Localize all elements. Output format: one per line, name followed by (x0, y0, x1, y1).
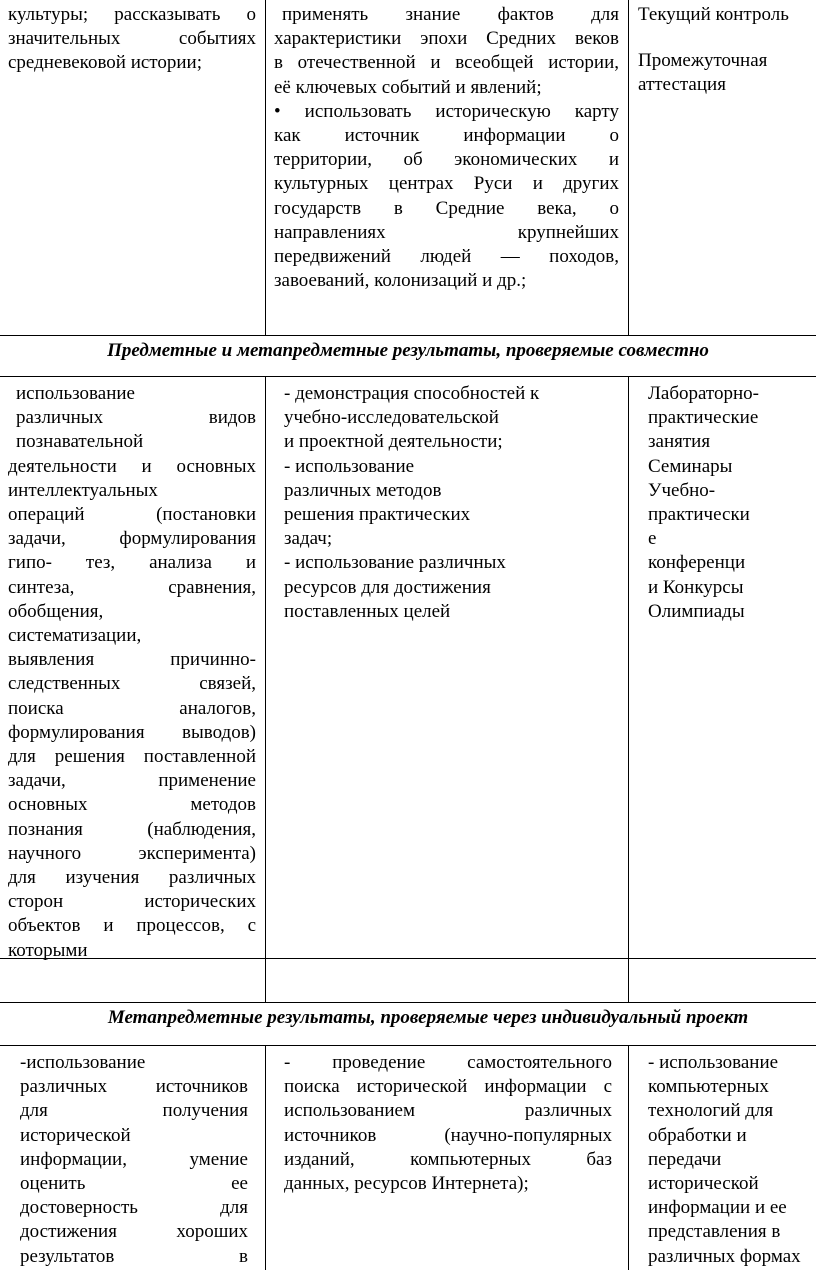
section1-col3 (648, 382, 813, 624)
text-line: Текущий контроль (638, 4, 789, 25)
row-divider (0, 376, 816, 377)
section2-col3 (648, 1051, 813, 1269)
text-line: государств в Средние века, о (274, 197, 619, 219)
column-divider (265, 376, 266, 1003)
row-divider (0, 335, 816, 336)
text-line: аттестация (638, 74, 726, 96)
text-line: культурных центрах Руси и других (274, 173, 619, 195)
text-line: поиска аналогов, (8, 697, 256, 719)
column-divider (628, 0, 629, 336)
text-line: деятельности и основных (8, 455, 256, 477)
text-line: формулирования выводов) (8, 721, 256, 743)
text-line: Олимпиады (648, 600, 745, 622)
text-line: её ключевых событий и явлений; (274, 76, 542, 98)
section-heading: Метапредметные результаты, проверяемые через индивидуальный проект (107, 1007, 749, 1028)
text-line: исторической (20, 1124, 131, 1146)
text-line: - использование различных (284, 552, 506, 574)
text-line: применять знание фактов для (282, 4, 619, 25)
text-line: обработки и (648, 1124, 747, 1146)
text-line: Лабораторно- (648, 383, 759, 404)
text-line: поиска исторической информации с (284, 1076, 612, 1098)
text-line: гипо- тез, анализа и (8, 552, 256, 574)
section-heading: Предметные и метапредметные результаты, проверяемые совместно (107, 340, 709, 361)
text-line: для решения поставленной (8, 746, 256, 768)
text-line: -использование (20, 1052, 146, 1073)
text-line: достоверность для (20, 1197, 248, 1219)
text-line: учебно-исследовательской (284, 407, 499, 429)
text-line: научного эксперимента) (8, 842, 256, 864)
text-line: объектов и процессов, с (8, 915, 256, 937)
text-line: компьютерных (648, 1076, 769, 1098)
top-row-col1 (8, 3, 256, 76)
text-line: использованием различных (284, 1100, 612, 1122)
text-line: следственных связей, (8, 673, 256, 695)
text-line: значительных событиях (8, 28, 256, 50)
top-row-col3 (638, 3, 813, 98)
text-line: синтеза, сравнения, (8, 576, 256, 598)
text-line: достижения хороших (20, 1221, 248, 1243)
text-line: - использование (284, 455, 415, 477)
row-divider (0, 1045, 816, 1046)
column-divider (265, 1045, 266, 1270)
text-line: сторон исторических (8, 891, 256, 913)
text-line: систематизации, (8, 625, 142, 647)
text-line: завоеваний, колонизаций и др.; (274, 270, 527, 292)
text-line: и Конкурсы (648, 576, 744, 598)
text-line: характеристики эпохи Средних веков (274, 28, 619, 50)
text-line: операций (постановки (8, 504, 256, 526)
column-divider (265, 0, 266, 336)
row-divider (0, 1002, 816, 1003)
text-line: Промежуточная (638, 50, 768, 72)
text-line: информации, умение (20, 1148, 248, 1170)
text-line: - проведение самостоятельного (284, 1052, 612, 1073)
text-line: культуры; рассказывать о (8, 4, 256, 25)
text-line: занятия (648, 431, 711, 453)
text-line: решения практических (284, 504, 471, 526)
column-divider (628, 1045, 629, 1270)
text-line: различных формах (648, 1245, 801, 1267)
top-row-col2 (274, 3, 619, 293)
text-line: средневековой истории; (8, 52, 202, 74)
text-line: оценить ее (20, 1173, 248, 1195)
text-line: Учебно- (648, 479, 716, 501)
text-line: различных методов (284, 479, 442, 501)
text-line: использование (16, 383, 135, 404)
text-line: направлениях крупнейших (274, 221, 619, 243)
text-line: е (648, 528, 657, 550)
text-line: исторической (648, 1173, 759, 1195)
text-line: которыми (8, 939, 88, 961)
text-line: передвижений людей — походов, (274, 246, 619, 268)
text-line: технологий для (648, 1100, 774, 1122)
text-line: Семинары (648, 455, 733, 477)
text-line: познания (наблюдения, (8, 818, 256, 840)
section2-col2 (284, 1051, 612, 1196)
text-line: результатов в (20, 1245, 248, 1267)
text-line: конференци (648, 552, 746, 574)
text-line: ресурсов для достижения (284, 576, 491, 598)
text-line: для изучения различных (8, 867, 256, 889)
text-line: представления в (648, 1221, 781, 1243)
text-line: задачи, применение (8, 770, 256, 792)
text-line: - демонстрация способностей к (284, 383, 540, 404)
text-line: познавательной (16, 431, 144, 453)
text-line: практические (648, 407, 759, 429)
text-line: • использовать историческую карту (274, 100, 619, 122)
text-line: территории, об экономических и (274, 149, 619, 171)
text-line: информации и ее (648, 1197, 787, 1219)
text-line: и проектной деятельности; (284, 431, 503, 453)
text-line: различных видов (16, 407, 256, 429)
text-line: в отечественной и всеобщей истории, (274, 52, 619, 74)
text-line: для получения (20, 1100, 248, 1122)
text-line: задачи, формулирования (8, 528, 256, 550)
text-line: как источник информации о (274, 125, 619, 147)
text-line: обобщения, (8, 600, 104, 622)
section1-col2 (284, 382, 620, 624)
text-line: источников (научно-популярных (284, 1124, 612, 1146)
text-line: передачи (648, 1148, 722, 1170)
text-line: задач; (284, 528, 333, 550)
text-line: практически (648, 504, 750, 526)
text-line: данных, ресурсов Интернета); (284, 1173, 529, 1195)
text-line: выявления причинно- (8, 649, 256, 671)
section1-col1 (8, 382, 256, 963)
text-line: - использование (648, 1052, 779, 1073)
text-line: различных источников (20, 1076, 248, 1098)
text-line: интеллектуальных (8, 479, 158, 501)
section2-col1 (20, 1051, 248, 1269)
text-line: основных методов (8, 794, 256, 816)
text-line: изданий, компьютерных баз (284, 1148, 612, 1170)
column-divider (628, 376, 629, 1003)
text-line: поставленных целей (284, 600, 451, 622)
